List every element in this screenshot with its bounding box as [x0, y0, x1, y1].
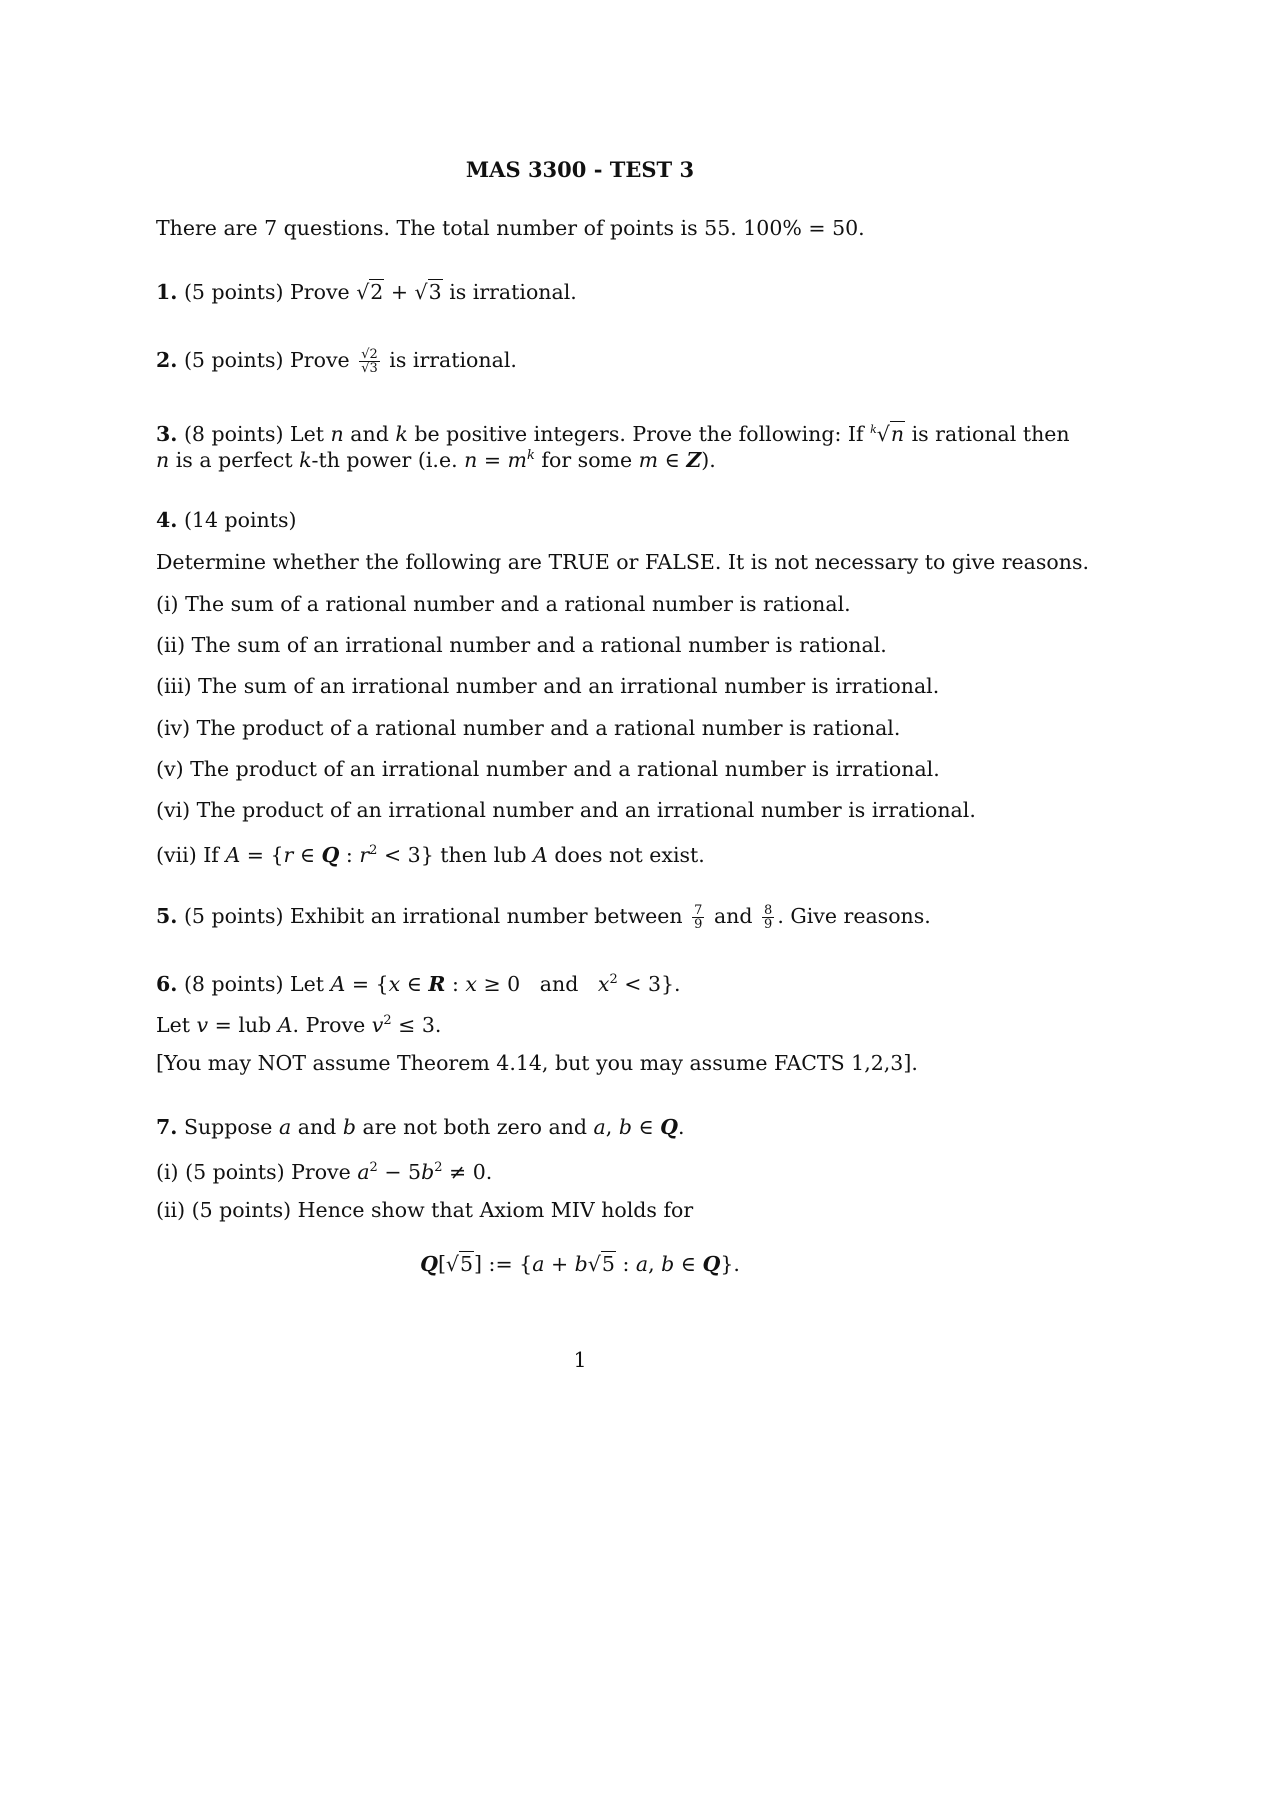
question-5-number: 5.: [156, 904, 178, 928]
question-4-number: 4.: [156, 508, 178, 532]
question-1: 1. (5 points) Prove √2 + √3 is irrational.: [156, 280, 577, 304]
tf-item-6: (vi) The product of an irrational number and an irrational number is irrational.: [156, 798, 976, 822]
question-4-header: [156, 506, 297, 534]
question-5: 5. (5 points) Exhibit an irrational number between $\frac{7}{9}$ and $\frac{8}{9}$ . Give reasons.: [156, 903, 931, 932]
question-7-part-1: (i) (5 points) Prove $a^2 - 5b^2 \ne 0$.: [156, 1159, 493, 1184]
q7-display-formula: Q[√5] := {a + b√5 : a, b ∈ Q}.: [420, 1252, 740, 1276]
question-2-points: (5 points): [183, 348, 284, 372]
question-7-number: 7.: [156, 1115, 178, 1139]
question-6-line-1: 6. (8 points) Let A = {x ∈ R : x ≥ 0 and $x^2 < 3$}.: [156, 971, 681, 996]
question-6-line-2: Let v = lub A. Prove $v^2 \le 3$.: [156, 1012, 442, 1037]
question-5-points: (5 points): [183, 904, 284, 928]
tf-item-5: (v) The product of an irrational number and a rational number is irrational.: [156, 757, 940, 781]
question-4-instruction: Determine whether the following are TRUE or FALSE. It is not necessary to give reasons.: [156, 550, 1089, 574]
tf-item-7: (vii) If A = {r ∈ Q : $r^2 < 3$} then lub A does not exist.: [156, 842, 705, 867]
q2-fraction: $\frac{√2}{√3}$: [361, 347, 378, 376]
tf-item-1: (i) The sum of a rational number and a rational number is rational.: [156, 592, 851, 616]
question-2-number: 2.: [156, 348, 178, 372]
q5-fraction-low: $\frac{7}{9}$: [694, 903, 703, 932]
q3-kth-root: $^k$√n: [870, 421, 905, 446]
question-4-points: (14 points): [183, 508, 297, 532]
question-7-intro: 7. Suppose a and b are not both zero and a, b ∈ Q.: [156, 1115, 685, 1139]
question-3-line-1: 3. (8 points) Let n and k be positive integers. Prove the following: If $^k$√n is rational then: [156, 421, 1070, 446]
question-3-line-2: n is a perfect k-th power (i.e. $n = m^k$ for some m ∈ Z).: [156, 447, 716, 472]
question-7-part-2: (ii) (5 points) Hence show that Axiom MIV holds for: [156, 1198, 694, 1222]
question-6-line-3: [You may NOT assume Theorem 4.14, but you may assume FACTS 1,2,3].: [156, 1051, 918, 1075]
question-1-points: (5 points): [183, 280, 284, 304]
tf-item-2: (ii) The sum of an irrational number and a rational number is rational.: [156, 633, 887, 657]
q1-expression: √2 + √3: [356, 280, 442, 304]
intro-text: There are 7 questions. The total number of points is 55. 100% = 50.: [156, 216, 865, 240]
q5-fraction-high: $\frac{8}{9}$: [764, 903, 773, 932]
question-3-number: 3.: [156, 421, 178, 446]
page-title: MAS 3300 - TEST 3: [465, 157, 695, 182]
page-number: 1: [573, 1348, 587, 1372]
question-6-number: 6.: [156, 971, 178, 996]
question-2: 2. (5 points) Prove $\frac{√2}{√3}$ is irrational.: [156, 347, 517, 376]
question-3-points: (8 points): [183, 421, 284, 446]
question-1-number: 1.: [156, 280, 178, 304]
tf-item-4: (iv) The product of a rational number and a rational number is rational.: [156, 716, 901, 740]
question-6-points: (8 points): [183, 971, 284, 996]
tf-item-3: (iii) The sum of an irrational number and an irrational number is irrational.: [156, 674, 940, 698]
